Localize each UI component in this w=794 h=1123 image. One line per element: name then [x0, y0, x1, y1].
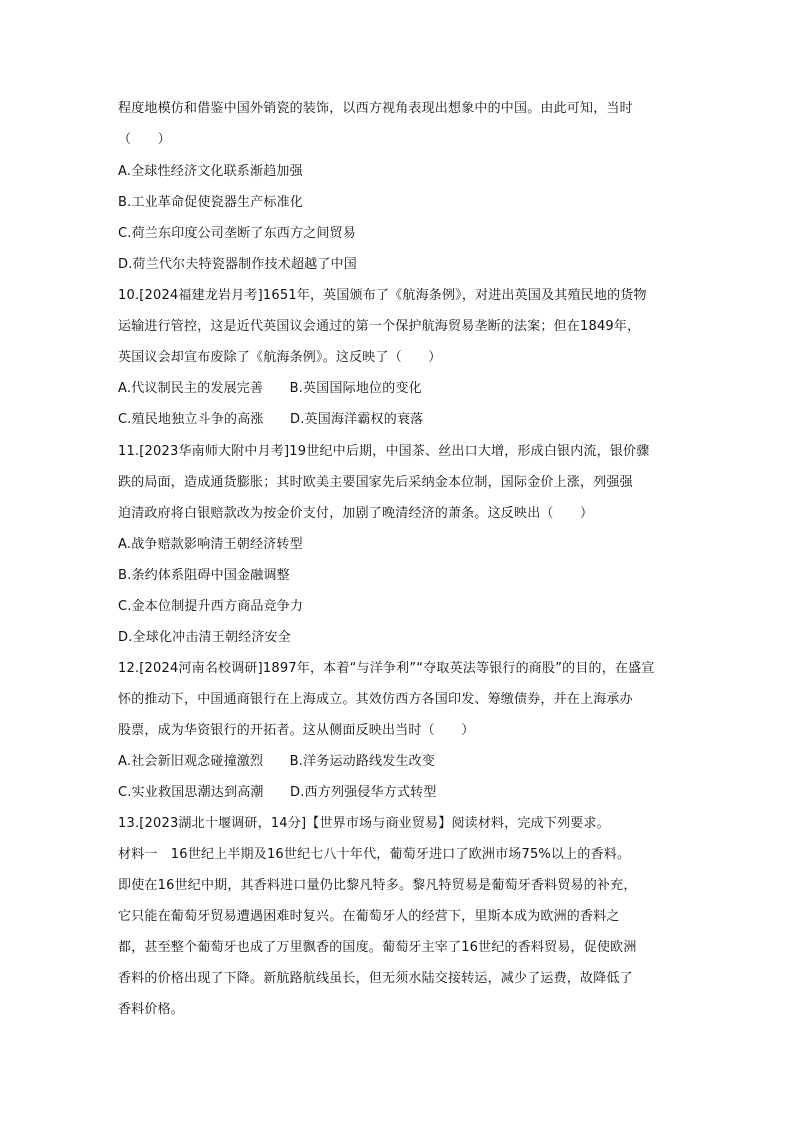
- material-1-line-4: 都，甚至整个葡萄牙也成了万里飘香的国度。葡萄牙主宰了16世纪的香料贸易，促使欧洲: [118, 940, 637, 955]
- options-ab: A.社会新旧观念碰撞激烈 B.洋务运动路线发生改变: [118, 754, 436, 769]
- material-1-line-3: 它只能在葡萄牙贸易遭遇困难时复兴。在葡萄牙人的经营下，里斯本成为欧洲的香料之: [118, 909, 620, 924]
- question-10: 10.[2024福建龙岩月考]1651年，英国颁布了《航海条例》，对进出英国及其殖民地的货物: [118, 288, 647, 303]
- text-line-14: 迫清政府将白银赔款改为按金价支付，加剧了晚清经济的萧条。这反映出（ ）: [118, 506, 594, 521]
- question-11: 11.[2023华南师大附中月考]19世纪中后期，中国茶、丝出口大增，形成白银内流，银价骤: [118, 444, 650, 459]
- option-c: C.荷兰东印度公司垄断了东西方之间贸易: [118, 226, 357, 241]
- option-d: D.全球化冲击清王朝经济安全: [118, 630, 291, 645]
- material-1-line-6: 香料价格。: [118, 1002, 185, 1017]
- options-ab: A.代议制民主的发展完善 B.英国国际地位的变化: [118, 381, 422, 396]
- material-1-line-5: 香料的价格出现了下降。新航路航线虽长，但无须水陆交接转运，减少了运费，故降低了: [118, 971, 633, 986]
- option-b: B.条约体系阻碍中国金融调整: [118, 568, 290, 583]
- question-12: 12.[2024河南名校调研]1897年，本着“与洋争利”“夺取英法等银行的商股”的目的，在盛宣: [118, 661, 655, 676]
- options-cd: C.实业救国思潮达到高潮 D.西方列强侵华方式转型: [118, 785, 437, 800]
- question-13: 13.[2023湖北十堰调研，14分]【世界市场与商业贸易】阅读材料，完成下列要求。: [118, 816, 610, 831]
- option-b: B.工业革命促使瓷器生产标准化: [118, 195, 304, 210]
- option-a: A.战争赔款影响清王朝经济转型: [118, 537, 303, 552]
- options-cd: C.殖民地独立斗争的高涨 D.英国海洋霸权的衰落: [118, 412, 424, 427]
- material-1-line-1: 材料一 16世纪上半期及16世纪七八十年代，葡萄牙进口了欧洲市场75%以上的香料。: [118, 847, 631, 862]
- option-a: A.全球性经济文化联系渐趋加强: [118, 164, 303, 179]
- option-c: C.金本位制提升西方商品竞争力: [118, 599, 304, 614]
- text-line-2: （ ）: [118, 132, 171, 147]
- text-line-9: 英国议会却宣布废除了《航海条例》。这反映了（ ）: [118, 350, 442, 365]
- text-line-1: 程度地模仿和借鉴中国外销瓷的装饰，以西方视角表现出想象中的中国。由此可知，当时: [118, 101, 633, 116]
- option-d: D.荷兰代尔夫特瓷器制作技术超越了中国: [118, 257, 357, 272]
- text-line-20: 怀的推动下，中国通商银行在上海成立。其效仿西方各国印发、筹缴债券，并在上海承办: [118, 692, 633, 707]
- text-line-21: 股票，成为华资银行的开拓者。这从侧面反映出当时（ ）: [118, 723, 475, 738]
- text-line-8: 运输进行管控，这是近代英国议会通过的第一个保护航海贸易垄断的法案；但在1849年，: [118, 319, 641, 334]
- text-line-13: 跌的局面，造成通货膨胀；其时欧美主要国家先后采纳金本位制，国际金价上涨，列强强: [118, 475, 633, 490]
- material-1-line-2: 即使在16世纪中期，其香料进口量仍比黎凡特多。黎凡特贸易是葡萄牙香料贸易的补充，: [118, 878, 637, 893]
